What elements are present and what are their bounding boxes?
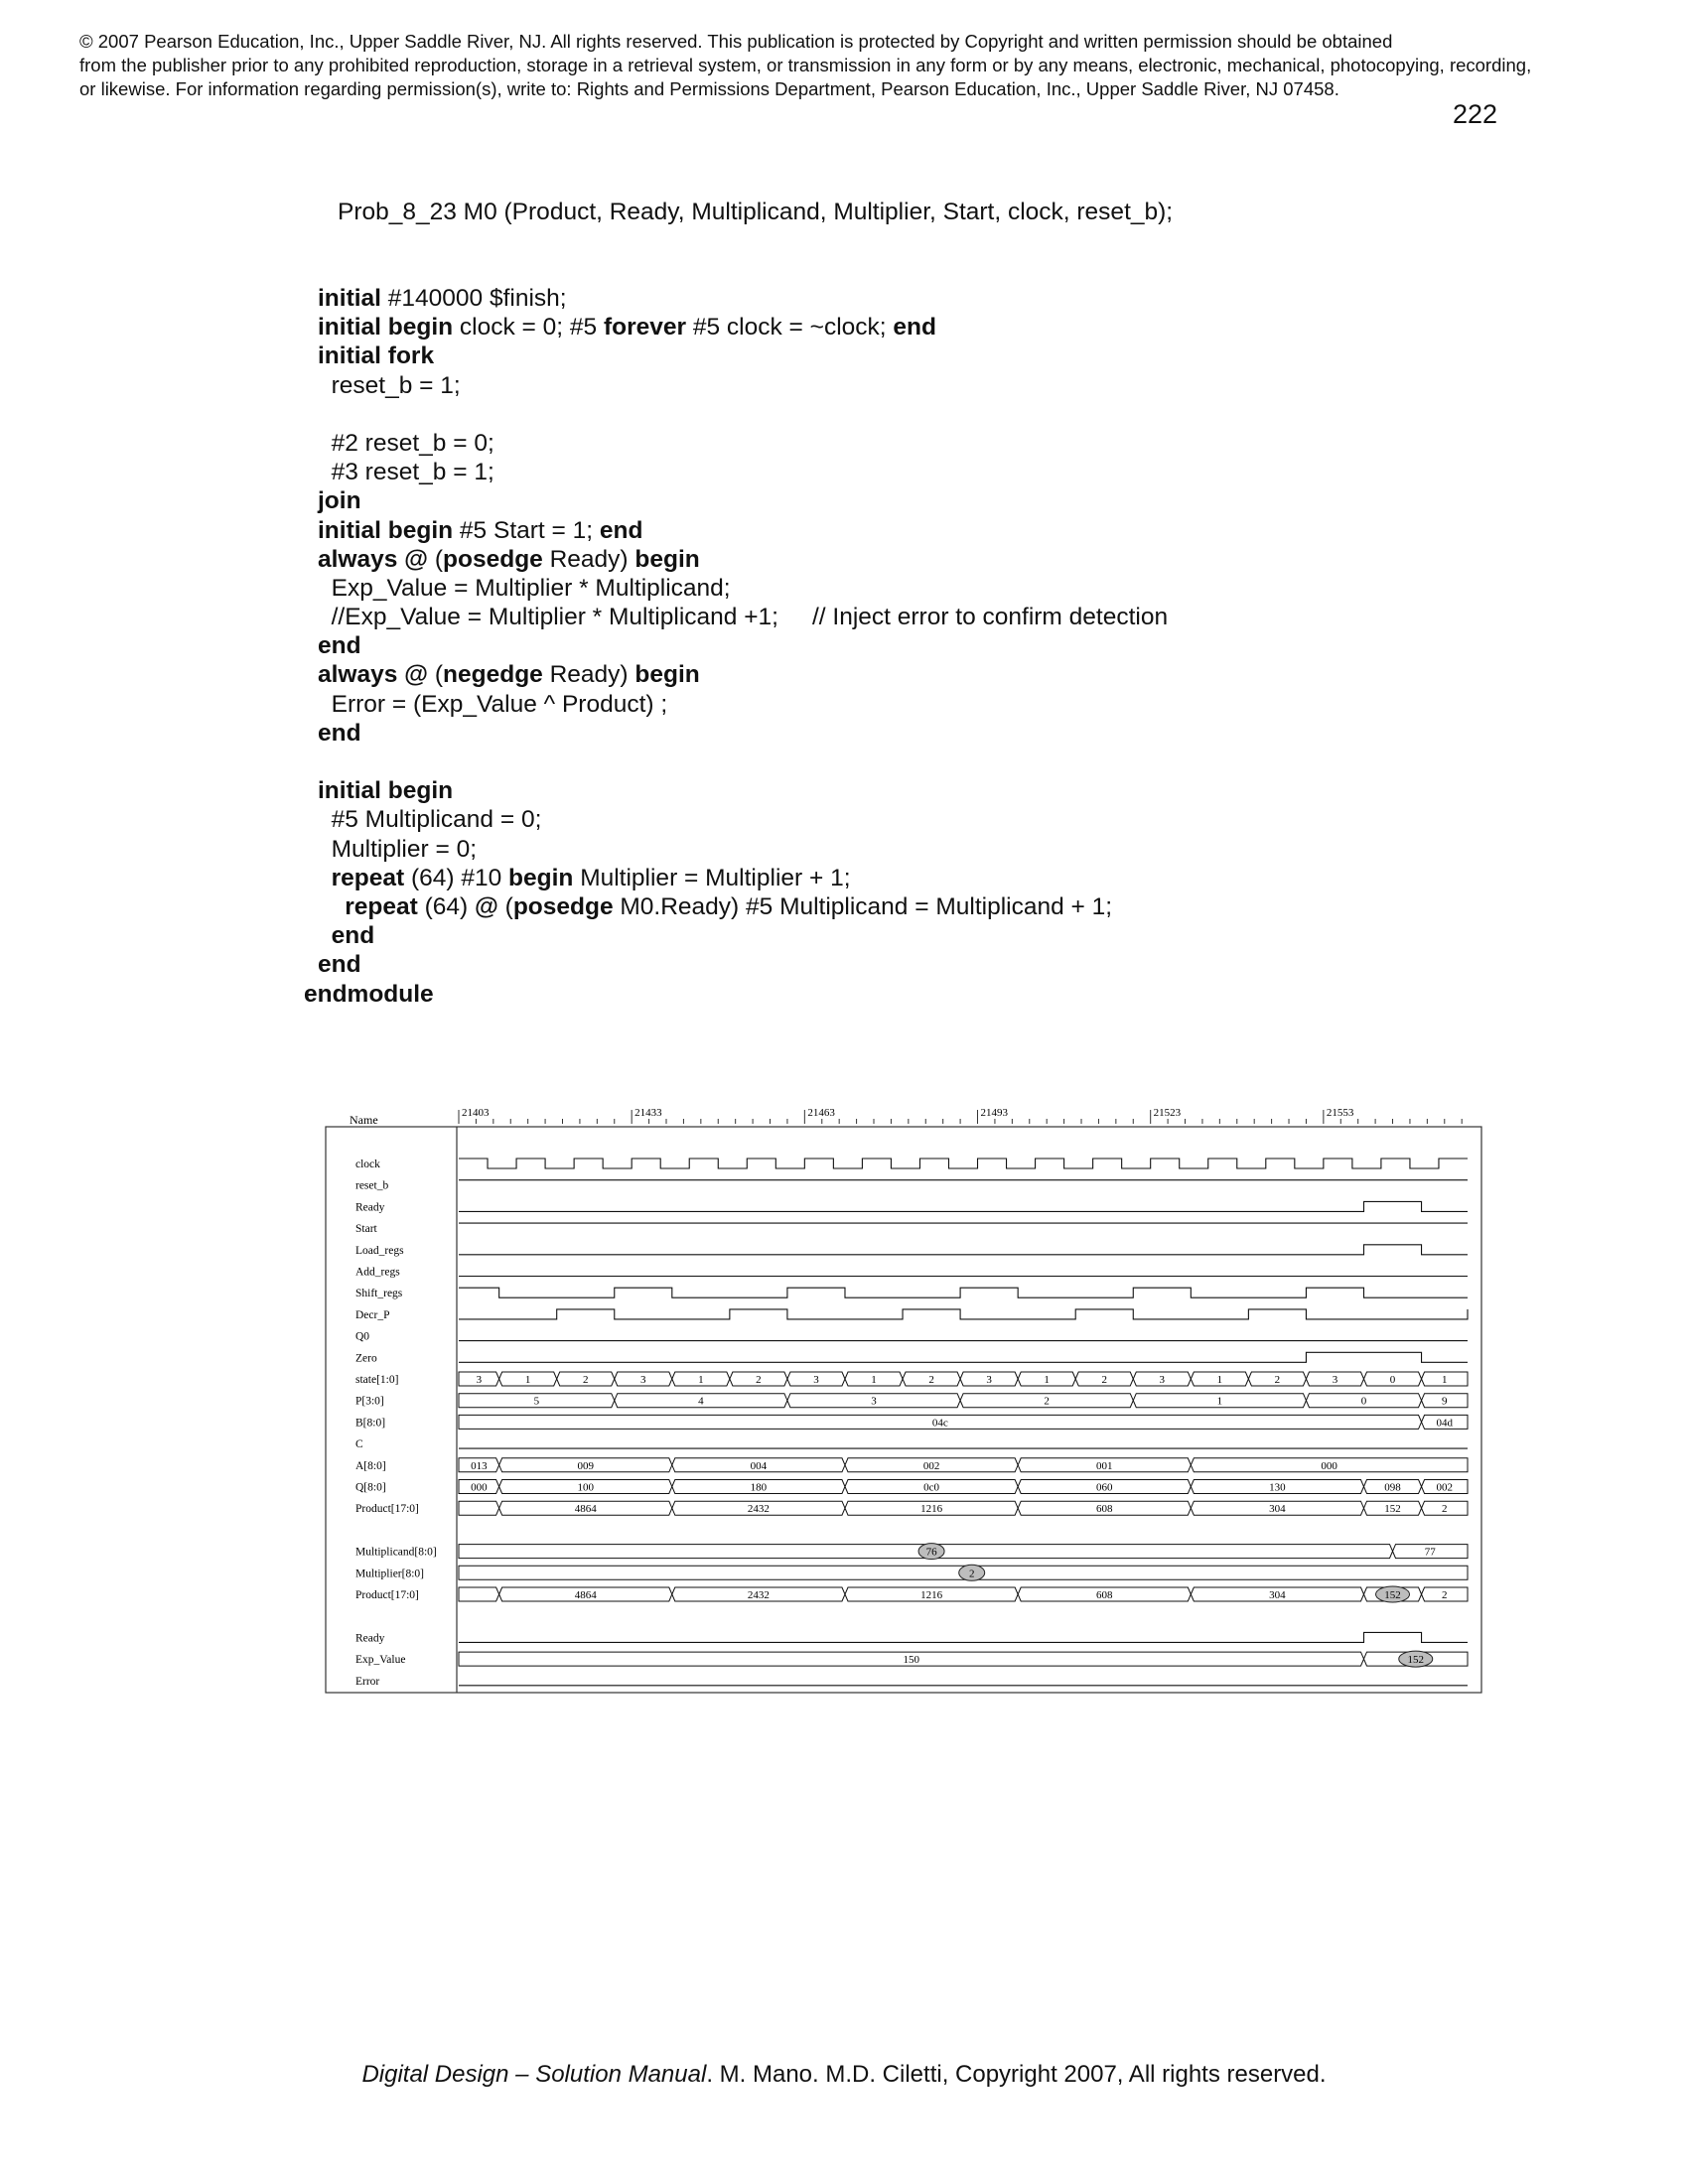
waveform-timing-diagram	[318, 1102, 1499, 1698]
bus-value: 304	[1269, 1503, 1286, 1516]
code-line	[318, 660, 1168, 689]
clock-waveform	[459, 1159, 1468, 1168]
copyright-line: from the publisher prior to any prohibited reproduction, storage in a retrieval system, or transmission in any form or by any means, electronic, mechanical, photocopying, recording,	[79, 55, 1532, 75]
code-text: #3 reset_b = 1;	[331, 459, 494, 486]
bus-value: 000	[1321, 1459, 1337, 1472]
bus-value: 77	[1424, 1546, 1436, 1559]
code-keyword: end	[318, 719, 361, 747]
code-text: Error = (Exp_Value ^ Product) ;	[331, 690, 668, 718]
signal-name: Q0	[355, 1330, 370, 1343]
code-text: (64)	[417, 892, 475, 920]
bus-value: 04d	[1436, 1417, 1454, 1430]
bus-value: 3	[1332, 1374, 1338, 1386]
code-text: #5 clock = ~clock;	[686, 314, 894, 341]
bus-value: 002	[922, 1459, 940, 1472]
bus-value: 0	[1360, 1395, 1367, 1408]
marker-value: 152	[1407, 1654, 1424, 1667]
signal-name: Decr_P	[355, 1308, 390, 1321]
code-text: (	[428, 545, 444, 573]
bus-value: 2	[582, 1374, 589, 1386]
code-line	[318, 835, 1168, 864]
bus-segment	[459, 1501, 499, 1515]
bus-value: 152	[1384, 1503, 1401, 1516]
signal-name: Product[17:0]	[355, 1503, 419, 1516]
bus-value: 3	[986, 1374, 992, 1386]
bus-value: 4864	[574, 1589, 597, 1601]
code-line	[318, 690, 1168, 719]
time-tick-label: 21553	[1326, 1107, 1354, 1119]
bus-value: 013	[471, 1459, 488, 1472]
time-tick-label: 21433	[634, 1107, 662, 1119]
bus-value: 1216	[920, 1589, 943, 1601]
time-tick-label: 21493	[980, 1107, 1009, 1119]
bus-value: 3	[476, 1374, 483, 1386]
signal-waveform	[459, 1632, 1468, 1642]
bus-value: 2	[1442, 1589, 1448, 1601]
time-tick-label: 21523	[1153, 1107, 1182, 1119]
copyright-line: or likewise. For information regarding permission(s), write to: Rights and Permissions Department, Pearson Education, Inc., Upper Saddle River, NJ 07458.	[79, 78, 1339, 99]
bus-value: 004	[750, 1459, 768, 1472]
code-text: Multiplier = Multiplier + 1;	[573, 864, 851, 891]
code-text: (	[428, 661, 444, 689]
code-keyword: initial fork	[318, 342, 435, 370]
bus-value: 3	[813, 1374, 819, 1386]
code-text: #5 Multiplicand = 0;	[331, 806, 542, 834]
code-line	[318, 516, 1168, 545]
marker-value: 2	[968, 1568, 975, 1580]
bus-segment	[459, 1587, 499, 1601]
signal-name: Exp_Value	[355, 1654, 406, 1667]
bus-value: 2	[928, 1374, 934, 1386]
code-text: Multiplier = 0;	[331, 835, 478, 863]
code-text: (	[497, 892, 513, 920]
code-keyword: always @	[318, 545, 429, 573]
footer-book-title: Digital Design – Solution Manual	[361, 2061, 707, 2088]
code-line	[318, 719, 1168, 748]
bus-value: 9	[1442, 1395, 1448, 1408]
bus-value: 1216	[920, 1503, 943, 1516]
code-text: Ready)	[542, 545, 635, 573]
signal-name: Add_regs	[355, 1266, 400, 1279]
bus-value: 1	[871, 1374, 877, 1386]
code-text: reset_b = 1;	[331, 371, 461, 399]
code-text: Ready)	[542, 661, 635, 689]
signal-name: Error	[355, 1675, 380, 1688]
footer-credits: . M. Mano. M.D. Ciletti, Copyright 2007, All rights reserved.	[706, 2061, 1327, 2088]
bus-value: 000	[471, 1481, 488, 1494]
code-keyword: repeat	[331, 864, 405, 891]
code-line	[318, 921, 1168, 950]
signal-name: Product[17:0]	[355, 1589, 419, 1601]
code-text: Exp_Value = Multiplier * Multiplicand;	[331, 574, 731, 602]
signal-name: Q[8:0]	[355, 1481, 386, 1494]
code-line	[318, 486, 1168, 515]
signal-waveform	[459, 1288, 1468, 1297]
bus-value: 0	[1389, 1374, 1396, 1386]
bus-value: 304	[1269, 1589, 1286, 1601]
bus-value: 1	[1216, 1374, 1223, 1386]
marker-value: 152	[1384, 1589, 1401, 1601]
code-line	[318, 603, 1168, 631]
code-line	[318, 805, 1168, 834]
code-keyword: negedge	[443, 661, 543, 689]
bus-value: 1	[1216, 1395, 1223, 1408]
bus-value: 5	[533, 1395, 540, 1408]
code-line	[318, 313, 1168, 341]
bus-value: 2	[756, 1374, 762, 1386]
signal-name: Ready	[355, 1201, 385, 1214]
code-keyword: begin	[508, 864, 574, 891]
copyright-notice	[79, 30, 1628, 101]
signal-name: clock	[355, 1159, 380, 1170]
code-line	[318, 284, 1168, 313]
bus-value: 001	[1095, 1459, 1113, 1472]
bus-value: 2	[1274, 1374, 1281, 1386]
code-text: //Exp_Value = Multiplier * Multiplicand +1; // Inject error to confirm detection	[331, 604, 1169, 631]
code-keyword: posedge	[512, 892, 614, 920]
code-line	[318, 776, 1168, 805]
bus-value: 4	[698, 1395, 704, 1408]
bus-value: 009	[577, 1459, 594, 1472]
code-keyword: end	[331, 922, 375, 950]
code-text: #140000 $finish;	[380, 285, 567, 312]
bus-value: 1	[1442, 1374, 1448, 1386]
signal-name: Multiplicand[8:0]	[355, 1546, 437, 1559]
marker-value: 76	[925, 1546, 937, 1559]
page-number: 222	[1452, 99, 1497, 129]
bus-value: 4864	[574, 1503, 597, 1516]
bus-value: 2432	[747, 1589, 770, 1601]
signal-waveform	[459, 1309, 1468, 1319]
code-text: M0.Ready) #5 Multiplicand = Multiplicand + 1;	[613, 892, 1113, 920]
code-keyword: posedge	[443, 545, 543, 573]
bus-value: 608	[1095, 1503, 1113, 1516]
code-line	[318, 371, 1168, 400]
signal-name: Load_regs	[355, 1244, 404, 1257]
bus-value: 2	[1044, 1395, 1050, 1408]
code-text: #5 Start = 1;	[453, 516, 600, 544]
bus-value: 180	[750, 1481, 768, 1494]
signal-name: state[1:0]	[355, 1374, 399, 1386]
code-keyword: repeat	[345, 892, 418, 920]
signal-name: Multiplier[8:0]	[355, 1568, 424, 1580]
bus-value: 1	[1044, 1374, 1050, 1386]
signal-name: B[8:0]	[355, 1417, 386, 1430]
bus-value: 060	[1095, 1481, 1113, 1494]
code-keyword: end	[318, 951, 361, 979]
code-keyword: begin	[634, 661, 700, 689]
code-text: (64) #10	[404, 864, 509, 891]
time-tick-label: 21403	[462, 1107, 490, 1119]
copyright-line: © 2007 Pearson Education, Inc., Upper Saddle River, NJ. All rights reserved. This publication is protected by Copyright and written permission should be obtained	[79, 31, 1393, 52]
code-line	[318, 400, 1168, 429]
bus-value: 1	[524, 1374, 531, 1386]
code-keyword: initial begin	[318, 314, 454, 341]
page-footer	[0, 2061, 1688, 2089]
signal-name: Zero	[355, 1352, 377, 1365]
code-line	[318, 748, 1168, 776]
code-keyword: end	[893, 314, 936, 341]
code-line	[318, 950, 1168, 979]
bus-value: 2	[1442, 1503, 1448, 1516]
code-keyword: end	[318, 632, 361, 660]
code-keyword: initial begin	[318, 777, 454, 805]
signal-name: P[3:0]	[355, 1395, 384, 1408]
signal-waveform	[459, 1352, 1468, 1362]
time-tick-label: 21463	[807, 1107, 835, 1119]
signal-name: A[8:0]	[355, 1459, 386, 1472]
signal-name: Shift_regs	[355, 1288, 403, 1300]
code-keyword: forever	[603, 314, 687, 341]
bus-value: 002	[1436, 1481, 1454, 1494]
code-line	[318, 429, 1168, 458]
bus-value: 3	[640, 1374, 646, 1386]
code-keyword: begin	[634, 545, 700, 573]
code-line	[318, 545, 1168, 574]
bus-value: 608	[1095, 1589, 1113, 1601]
code-line	[318, 458, 1168, 486]
code-keyword: @	[474, 892, 498, 920]
code-keyword: end	[599, 516, 643, 544]
code-line	[318, 892, 1168, 921]
bus-value: 3	[871, 1395, 877, 1408]
code-line	[318, 341, 1168, 370]
bus-value: 2432	[747, 1503, 770, 1516]
bus-value: 3	[1159, 1374, 1166, 1386]
signal-waveform	[459, 1245, 1468, 1255]
code-keyword: endmodule	[304, 980, 434, 1008]
code-keyword: join	[318, 487, 361, 515]
bus-value: 0c0	[923, 1481, 940, 1494]
code-text: #2 reset_b = 0;	[331, 429, 494, 457]
bus-value: 100	[577, 1481, 594, 1494]
bus-value: 04c	[931, 1417, 948, 1430]
code-keyword: initial begin	[318, 516, 454, 544]
code-keyword: initial	[318, 285, 381, 312]
signal-name: Start	[355, 1223, 377, 1236]
code-line	[318, 864, 1168, 892]
signal-waveform	[459, 1201, 1468, 1211]
code-line	[304, 980, 1168, 1009]
signal-name: Ready	[355, 1632, 385, 1645]
code-line	[318, 574, 1168, 603]
bus-value: 2	[1101, 1374, 1107, 1386]
bus-value: 098	[1384, 1481, 1401, 1494]
signal-name: C	[355, 1438, 363, 1451]
code-keyword: always @	[318, 661, 429, 689]
bus-value: 130	[1269, 1481, 1286, 1494]
verilog-code-block	[304, 284, 1169, 1009]
bus-value: 150	[903, 1654, 919, 1667]
code-line	[318, 631, 1168, 660]
module-instance-line: Prob_8_23 M0 (Product, Ready, Multiplicand, Multiplier, Start, clock, reset_b);	[338, 199, 1174, 225]
name-header: Name	[350, 1113, 378, 1127]
bus-value: 1	[698, 1374, 704, 1386]
code-text: clock = 0; #5	[453, 314, 604, 341]
signal-name: reset_b	[355, 1179, 389, 1192]
